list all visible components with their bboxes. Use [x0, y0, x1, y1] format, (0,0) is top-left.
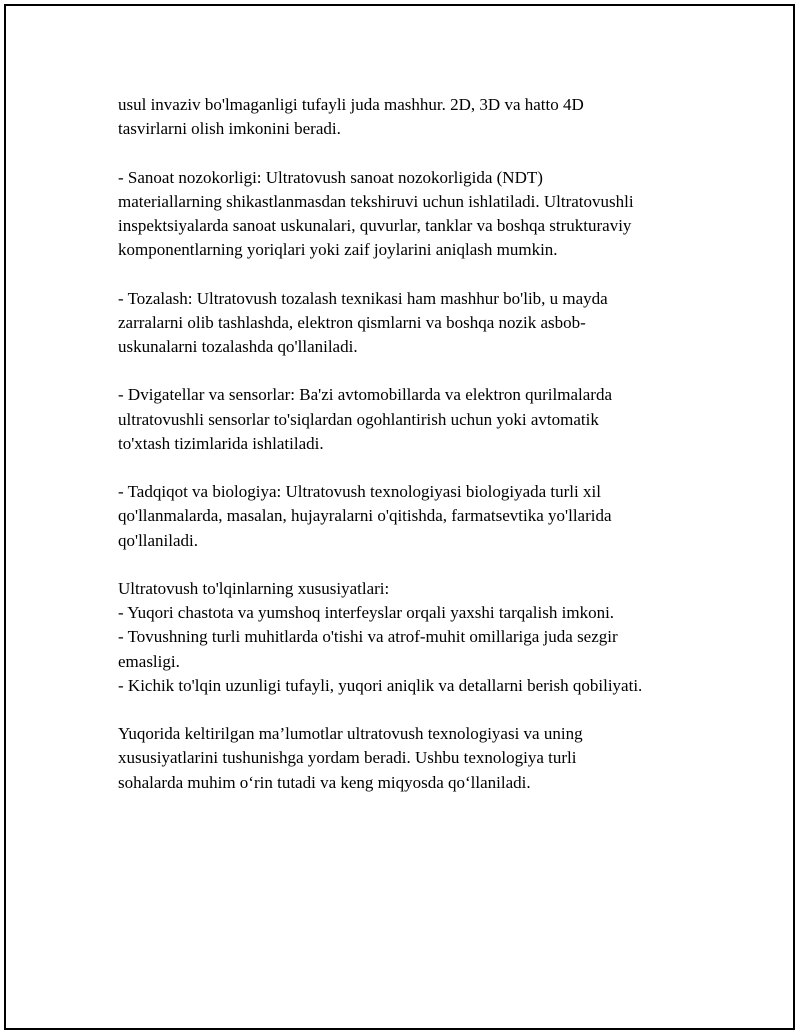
- text-line: tasvirlarni olish imkonini beradi.: [118, 119, 341, 139]
- text-line: materiallarning shikastlanmasdan tekshiruvi uchun ishlatiladi. Ultratovushli: [118, 191, 634, 211]
- text-line: qo'llaniladi.: [118, 530, 199, 550]
- text-line: - Dvigatellar va sensorlar: Ba'zi avtomobillarda va elektron qurilmalarda: [118, 385, 612, 405]
- text-line: komponentlarning yoriqlari yoki zaif joylarini aniqlash mumkin.: [118, 240, 558, 260]
- text-line: uskunalarni tozalashda qo'llaniladi.: [118, 337, 358, 356]
- text-line: qo'llanmalarda, masalan, hujayralarni o'qitishda, farmatsevtika yo'llarida: [118, 506, 612, 526]
- paragraph-conclusion: [118, 722, 718, 795]
- text-line: - Sanoat nozokorligi: Ultratovush sanoat nozokorligida (NDT): [118, 167, 543, 187]
- text-line: inspektsiyalarda sanoat uskunalari, quvurlar, tanklar va boshqa strukturaviy: [118, 216, 632, 235]
- text-line: zarralarni olib tashlashda, elektron qismlarni va boshqa nozik asbob-: [118, 312, 586, 332]
- text-line: - Tadqiqot va biologiya: Ultratovush texnologiyasi biologiyada turli xil: [118, 482, 601, 502]
- paragraph-industrial-testing: [118, 166, 718, 263]
- text-line: Ultratovush to'lqinlarning xususiyatlari:: [118, 578, 390, 598]
- text-line: sohalarda muhim o‘rin tutadi va keng miqyosda qo‘llaniladi.: [118, 772, 531, 792]
- text-line: - Tozalash: Ultratovush tozalash texnikasi ham mashhur bo'lib, u mayda: [118, 288, 608, 308]
- paragraph-intro-continuation: [118, 93, 718, 141]
- text-line: to'xtash tizimlarida ishlatiladi.: [118, 433, 324, 453]
- paragraph-sensors: [118, 383, 718, 456]
- text-line: - Tovushning turli muhitlarda o'tishi va atrof-muhit omillariga juda sezgir: [118, 627, 618, 647]
- paragraph-properties-list: [118, 577, 718, 698]
- paragraph-research-biology: [118, 480, 718, 553]
- text-line: - Kichik to'lqin uzunligi tufayli, yuqori aniqlik va detallarni berish qobiliyati.: [118, 675, 643, 695]
- text-line: usul invaziv bo'lmaganligi tufayli juda mashhur. 2D, 3D va hatto 4D: [118, 95, 584, 114]
- document-body: [118, 93, 718, 795]
- text-line: xususiyatlarini tushunishga yordam beradi. Ushbu texnologiya turli: [118, 748, 577, 768]
- text-line: Yuqorida keltirilgan ma’lumotlar ultratovush texnologiyasi va uning: [118, 724, 583, 744]
- paragraph-cleaning: [118, 287, 718, 360]
- text-line: - Yuqori chastota va yumshoq interfeyslar orqali yaxshi tarqalish imkoni.: [118, 603, 615, 623]
- text-line: ultratovushli sensorlar to'siqlardan ogohlantirish uchun yoki avtomatik: [118, 409, 599, 429]
- text-line: emasligi.: [118, 651, 180, 671]
